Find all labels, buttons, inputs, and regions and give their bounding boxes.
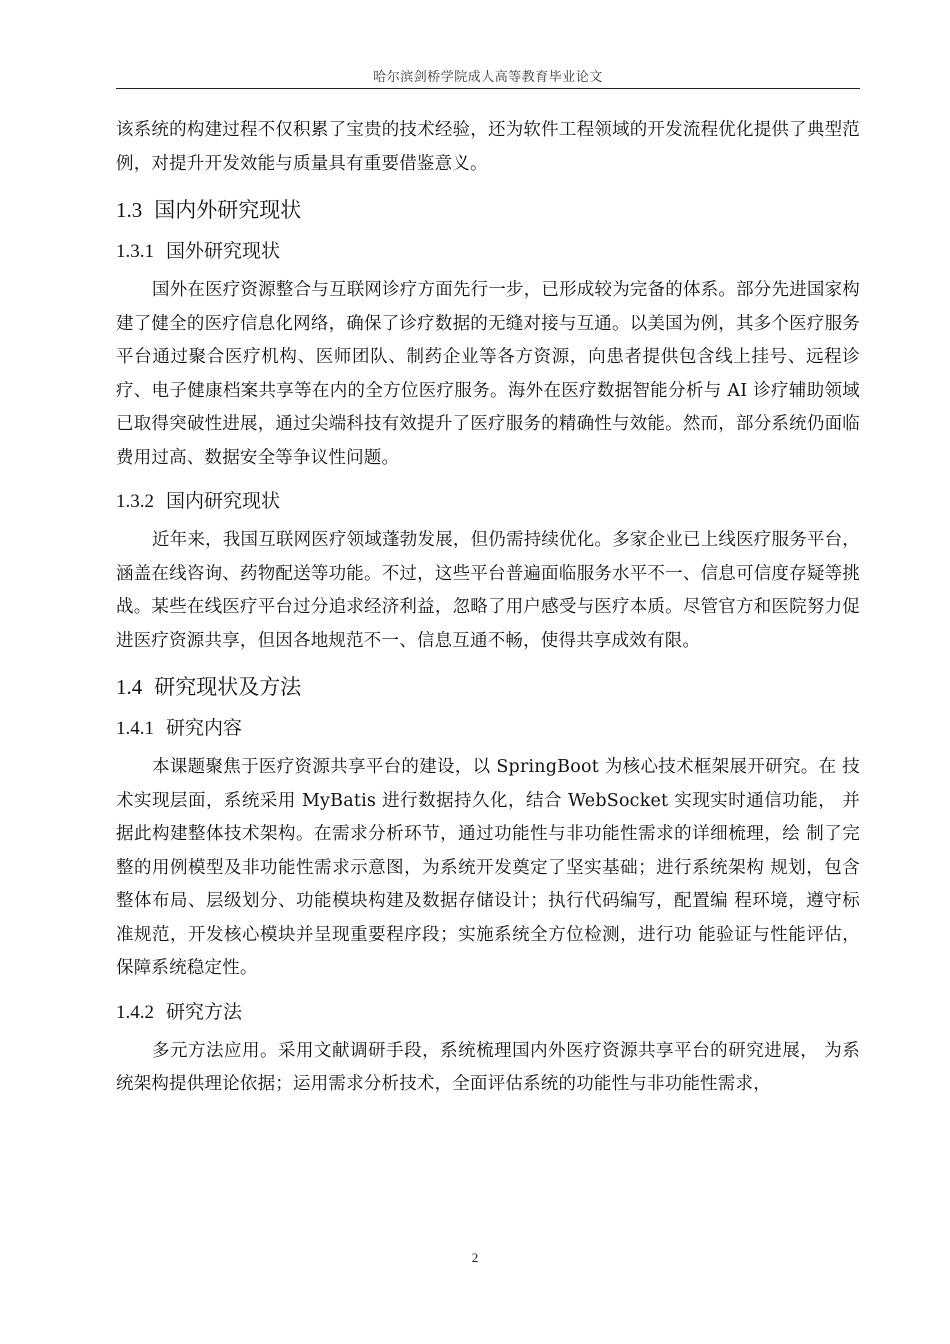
subsection-heading-1-4-1 [116, 714, 860, 743]
paragraph-research-methods: 多元方法应用。采用文献调研手段，系统梳理国内外医疗资源共享平台的研究进展， 为系统架构提供理论依据；运用需求分析技术，全面评估系统的功能性与非功能性需求， [116, 1040, 860, 1094]
paragraph-research-content: 本课题聚焦于医疗资源共享平台的建设，以 SpringBoot 为核心技术框架展开研究。在 技术实现层面，系统采用 MyBatis 进行数据持久化，结合 WebSocket 实现实时通信功能， 并据此构建整体技术架构。在需求分析环节，通过功能性与非功能性需求的详细梳理，绘 制了完整的用例模型及非功能性需求示意图，为系统开发奠定了坚实基础；进行系统架构 规划，包含整体布局、层级划分、功能模块构建及数据存储设计；执行代码编写，配置编 程环境，遵守标准规范，开发核心模块并呈现重要程序段；实施系统全方位检测，进行功 能验证与性能评估，保障系统稳定性。 [116, 757, 860, 978]
section-title: 国内外研究现状 [154, 198, 302, 222]
subsection-number: 1.4.2 [116, 1001, 154, 1023]
section-heading-1-4 [116, 672, 860, 702]
section-title: 研究现状及方法 [154, 675, 302, 699]
header-rule [116, 88, 860, 89]
section-number: 1.4 [116, 675, 143, 699]
subsection-number: 1.3.1 [116, 241, 154, 262]
subsection-number: 1.3.2 [116, 491, 154, 512]
subsection-title: 研究方法 [166, 1000, 243, 1023]
subsection-number: 1.4.1 [116, 718, 154, 739]
subsection-title: 国外研究现状 [166, 240, 281, 262]
page-content [116, 114, 860, 1102]
section-heading-1-3 [116, 195, 860, 225]
page-number: 2 [471, 1250, 479, 1265]
subsection-title: 国内研究现状 [166, 490, 281, 512]
section-number: 1.3 [116, 198, 143, 222]
subsection-heading-1-4-2 [116, 998, 860, 1027]
subsection-heading-1-3-2 [116, 487, 860, 516]
running-header: 哈尔滨剑桥学院成人高等教育毕业论文 [373, 70, 603, 85]
paragraph-foreign-research: 国外在医疗资源整合与互联网诊疗方面先行一步，已形成较为完备的体系。部分先进国家构建了健全的医疗信息化网络，确保了诊疗数据的无缝对接与互通。以美国为例，其多个医疗服务平台通过聚合医疗机构、医师团队、制药企业等各方资源，向患者提供包含线上挂号、远程诊疗、电子健康档案共享等在内的全方位医疗服务。海外在医疗数据智能分析与 AI 诊疗辅助领域已取得突破性进展，通过尖端科技有效提升了医疗服务的精确性与效能。然而，部分系统仍面临费用过高、数据安全等争议性问题。 [116, 280, 860, 468]
subsection-title: 研究内容 [166, 717, 243, 739]
paragraph-domestic-research: 近年来，我国互联网医疗领域蓬勃发展，但仍需持续优化。多家企业已上线医疗服务平台，涵盖在线咨询、药物配送等功能。不过，这些平台普遍面临服务水平不一、信息可信度存疑等挑战。某些在线医疗平台过分追求经济利益，忽略了用户感受与医疗本质。尽管官方和医院努力促进医疗资源共享，但因各地规范不一、信息互通不畅，使得共享成效有限。 [116, 530, 860, 651]
subsection-heading-1-3-1 [116, 237, 860, 266]
intro-paragraph: 该系统的构建过程不仅积累了宝贵的技术经验，还为软件工程领域的开发流程优化提供了典型范例，对提升开发效能与质量具有重要借鉴意义。 [116, 120, 860, 174]
